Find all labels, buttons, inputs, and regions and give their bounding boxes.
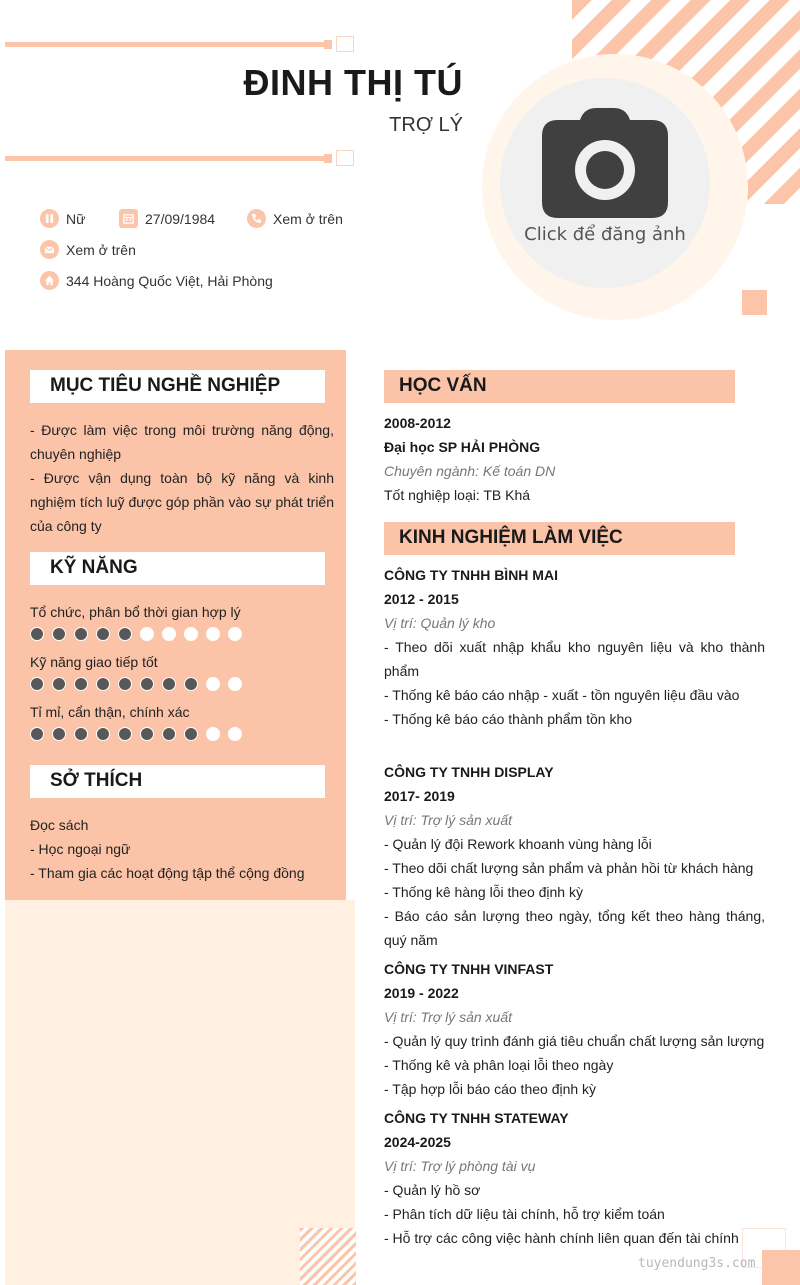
rating-dot-filled (96, 677, 110, 691)
job-role: Vị trí: Trợ lý phòng tài vụ (384, 1158, 536, 1174)
contact-phone (247, 209, 343, 228)
contact-gender (40, 209, 85, 228)
rating-dot-filled (96, 627, 110, 641)
candidate-name: ĐINH THỊ TÚ (243, 62, 463, 103)
rating-dot-empty (228, 627, 242, 641)
job-years: 2012 - 2015 (384, 591, 459, 607)
rating-dot-filled (184, 727, 198, 741)
education-block (384, 411, 765, 507)
job-role: Vị trí: Trợ lý sản xuất (384, 1009, 513, 1025)
candidate-position: TRỢ LÝ (389, 114, 463, 136)
job-entry (384, 1106, 765, 1250)
camera-icon[interactable] (542, 108, 668, 218)
job-years: 2024-2025 (384, 1134, 451, 1150)
job-duty: - Theo dõi chất lượng sản phẩm và phản hồi từ khách hàng (384, 860, 754, 876)
rating-dot-filled (74, 627, 88, 641)
job-duty: - Thống kê báo cáo nhập - xuất - tồn nguyên liệu đầu vào (384, 687, 740, 703)
rating-dot-filled (30, 727, 44, 741)
home-icon (40, 271, 59, 290)
phone-value: Xem ở trên (273, 210, 343, 227)
rating-dot-filled (140, 727, 154, 741)
skill-rating (30, 627, 250, 641)
rating-dot-filled (30, 677, 44, 691)
rating-dot-filled (96, 727, 110, 741)
rating-dot-empty (228, 727, 242, 741)
job-duty: - Tập hợp lỗi báo cáo theo định kỳ (384, 1081, 597, 1097)
email-value: Xem ở trên (66, 241, 136, 258)
hobbies-list (30, 813, 334, 885)
rating-dot-filled (162, 677, 176, 691)
address-value: 344 Hoàng Quốc Việt, Hải Phòng (66, 272, 273, 289)
rating-dot-empty (140, 627, 154, 641)
job-duty: - Quản lý đội Rework khoanh vùng hàng lỗi (384, 836, 652, 852)
education-heading: HỌC VẤN (399, 375, 487, 396)
contact-address (40, 271, 273, 290)
decorative-stripes-bottom (300, 1228, 356, 1285)
gender-value: Nữ (66, 210, 86, 227)
job-entry (384, 563, 765, 731)
education-heading-box (384, 370, 735, 403)
job-company: CÔNG TY TNHH VINFAST (384, 961, 554, 977)
job-duty: - Thống kê và phân loại lỗi theo ngày (384, 1057, 614, 1073)
skill-label: Tỉ mỉ, cẩn thận, chính xác (30, 704, 190, 720)
job-years: 2017- 2019 (384, 788, 455, 804)
rating-dot-filled (118, 727, 132, 741)
contact-email (40, 240, 136, 259)
rating-dot-filled (118, 627, 132, 641)
birthday-value: 27/09/1984 (145, 210, 216, 227)
job-duty: - Theo dõi xuất nhập khẩu kho nguyên liệu và kho thành phẩm (384, 639, 765, 679)
rating-dot-filled (74, 677, 88, 691)
job-entry (384, 957, 765, 1101)
objective-line-1: - Được làm việc trong môi trường năng động, chuyên nghiệp (30, 422, 334, 462)
job-duty: - Thống kê báo cáo thành phẩm tồn kho (384, 711, 633, 727)
rating-dot-empty (162, 627, 176, 641)
job-role: Vị trí: Trợ lý sản xuất (384, 812, 513, 828)
envelope-icon (40, 240, 59, 259)
skill-label: Tổ chức, phân bổ thời gian hợp lý (30, 604, 241, 620)
rating-dot-filled (118, 677, 132, 691)
job-role: Vị trí: Quản lý kho (384, 615, 496, 631)
decorative-square-bottom (762, 1250, 800, 1285)
hobby-item: - Học ngoại ngữ (30, 841, 131, 857)
gender-icon (40, 209, 59, 228)
decorative-square (742, 290, 767, 315)
rating-dot-filled (52, 677, 66, 691)
phone-icon (247, 209, 266, 228)
hobbies-heading-box (30, 765, 325, 798)
rating-dot-empty (184, 627, 198, 641)
objective-line-2: - Được vận dụng toàn bộ kỹ năng và kinh nghiệm tích luỹ được góp phần vào sự phát triển của công ty (30, 470, 334, 534)
skill-rating (30, 727, 250, 741)
job-entry (384, 760, 765, 952)
hobby-item: - Tham gia các hoạt động tập thể cộng đồng (30, 865, 305, 881)
hobbies-heading: SỞ THÍCH (50, 770, 143, 791)
experience-heading: KINH NGHIỆM LÀM VIỆC (399, 527, 623, 548)
job-company: CÔNG TY TNHH DISPLAY (384, 764, 554, 780)
job-duty: - Quản lý quy trình đánh giá tiêu chuẩn chất lượng sản lượng (384, 1033, 765, 1049)
education-grade: Tốt nghiệp loại: TB Khá (384, 487, 531, 503)
education-major: Chuyên ngành: Kế toán DN (384, 463, 556, 479)
job-company: CÔNG TY TNHH STATEWAY (384, 1110, 569, 1126)
job-company: CÔNG TY TNHH BÌNH MAI (384, 567, 558, 583)
rating-dot-empty (206, 727, 220, 741)
objective-text (30, 418, 334, 538)
decorative-line-bottom (5, 156, 332, 161)
rating-dot-filled (74, 727, 88, 741)
rating-dot-filled (184, 677, 198, 691)
hobby-item: Đọc sách (30, 817, 89, 833)
job-duty: - Phân tích dữ liệu tài chính, hỗ trợ kiểm toán (384, 1206, 665, 1222)
rating-dot-filled (162, 727, 176, 741)
rating-dot-empty (206, 677, 220, 691)
objective-heading: MỤC TIÊU NGHỀ NGHIỆP (50, 375, 281, 396)
rating-dot-filled (52, 727, 66, 741)
watermark: tuyendung3s.com (638, 1256, 756, 1271)
skill-rating (30, 677, 250, 691)
job-duty: - Thống kê hàng lỗi theo định kỳ (384, 884, 583, 900)
experience-heading-box (384, 522, 735, 555)
skills-heading: KỸ NĂNG (50, 557, 138, 578)
job-duty: - Báo cáo sản lượng theo ngày, tổng kết theo hàng tháng, quý năm (384, 908, 765, 948)
job-years: 2019 - 2022 (384, 985, 459, 1001)
education-years: 2008-2012 (384, 415, 451, 431)
contact-birthday (119, 209, 215, 228)
rating-dot-filled (30, 627, 44, 641)
rating-dot-empty (206, 627, 220, 641)
rating-dot-filled (52, 627, 66, 641)
avatar-upload-text[interactable]: Click để đăng ảnh (524, 224, 686, 245)
decorative-line-top (5, 42, 332, 47)
skill-label: Kỹ năng giao tiếp tốt (30, 654, 158, 670)
calendar-icon (119, 209, 138, 228)
job-duty: - Quản lý hồ sơ (384, 1182, 481, 1198)
skills-heading-box (30, 552, 325, 585)
objective-heading-box (30, 370, 325, 403)
job-duty: - Hỗ trợ các công việc hành chính liên quan đến tài chính (384, 1230, 739, 1246)
rating-dot-filled (140, 677, 154, 691)
rating-dot-empty (228, 677, 242, 691)
education-school: Đại học SP HẢI PHÒNG (384, 439, 541, 455)
